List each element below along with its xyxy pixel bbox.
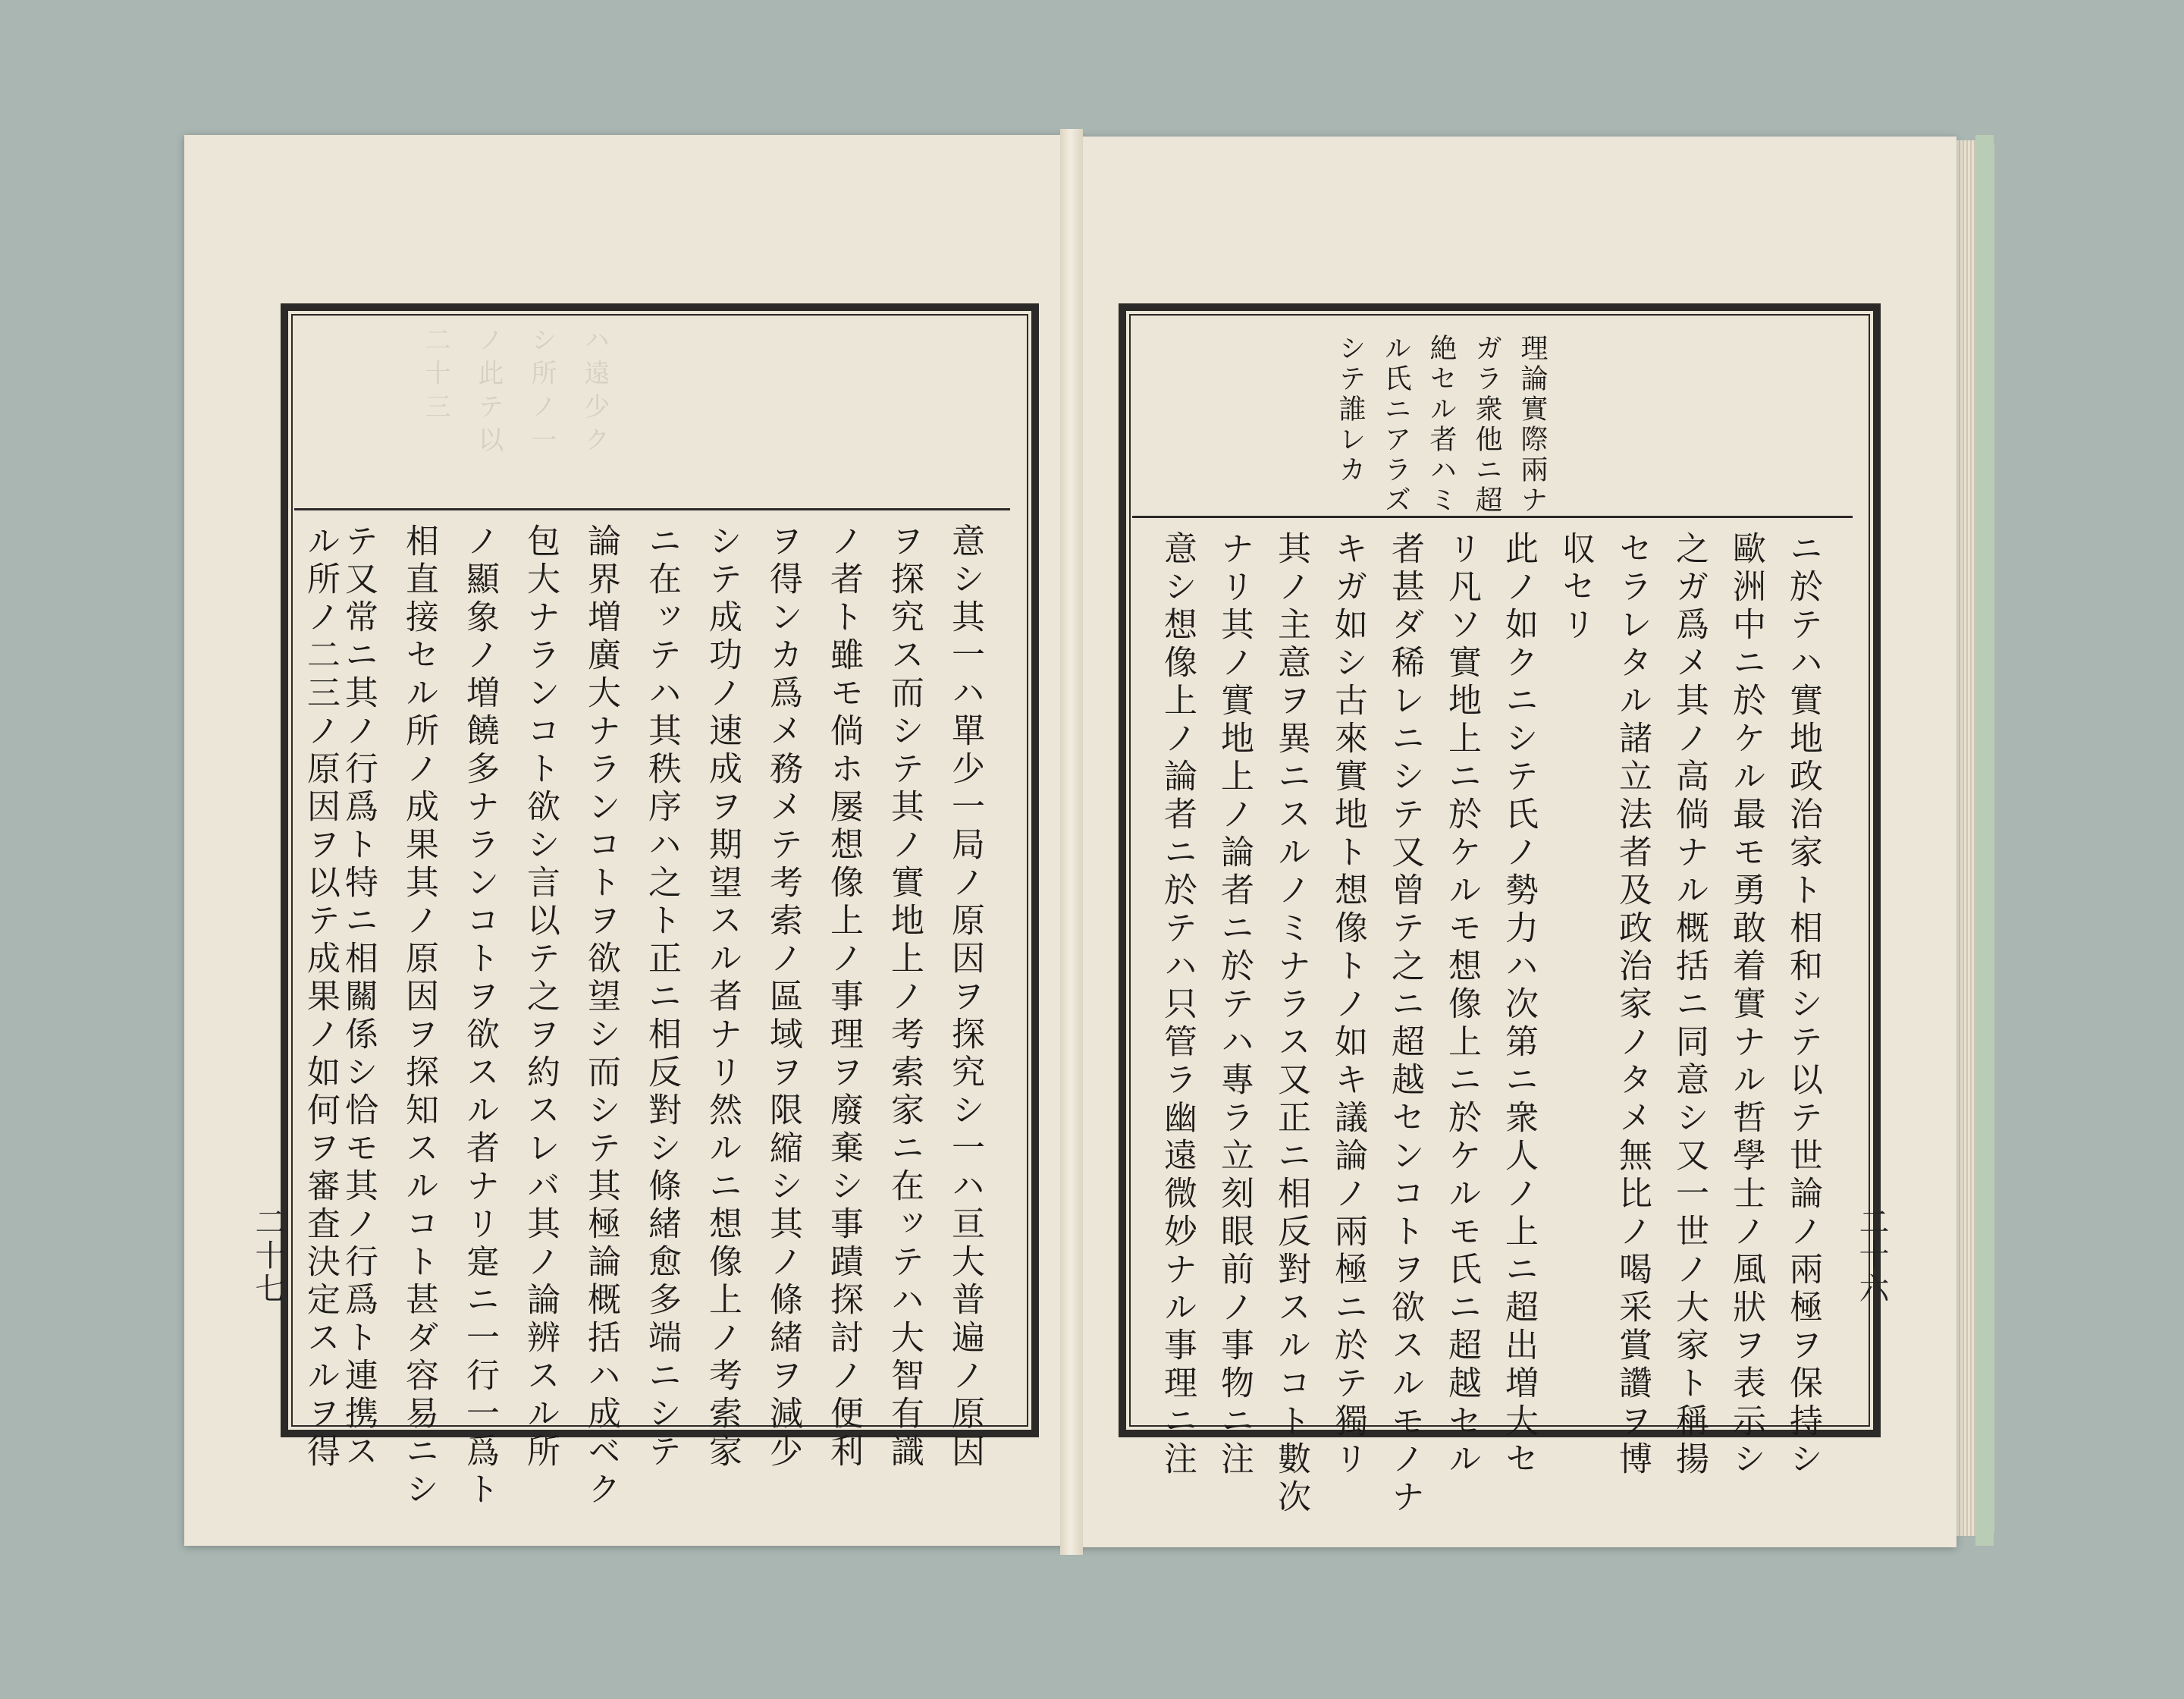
book-gutter xyxy=(1060,129,1083,1555)
left-text-column: 包大ナランコト欲シ言以テ之ヲ約スレバ其ノ論辨スル所 xyxy=(521,523,560,1471)
left-text-column: ニ在ッテハ其秩序ハ之ト正ニ相反對シ條緒愈多端ニシテ xyxy=(642,523,681,1471)
bleed-through-text: ハ遠少ク xyxy=(579,326,610,460)
left-headnote-divider xyxy=(294,508,1010,510)
left-text-column: 論界増廣大ナランコトヲ欲望シ而シテ其極論概括ハ成ベク xyxy=(582,523,620,1509)
right-page-number: 二十六 xyxy=(1854,1206,1889,1306)
bleed-through-text: ノ此テ以 xyxy=(473,326,504,460)
left-text-column: シテ成功ノ速成ヲ期望スル者ナリ然ルニ想像上ノ考索家 xyxy=(703,523,742,1471)
headnote-column: 絶セル者ハミ xyxy=(1426,334,1457,516)
right-text-column: リ凡ソ實地上ニ於ケルモ想像上ニ於ケルモ氏ニ超越セル xyxy=(1442,531,1481,1479)
right-text-column: 之ガ爲メ其ノ高倘ナル概括ニ同意シ又一世ノ大家ト稱揚 xyxy=(1670,531,1709,1479)
right-text-column: 歐洲中ニ於ケル最モ勇敢着實ナル哲學士ノ風狀ヲ表示シ xyxy=(1727,531,1765,1479)
right-text-column: キガ如シ古來實地ト想像トノ如キ議論ノ兩極ニ於テ獨リ xyxy=(1329,531,1367,1479)
right-text-column: 者甚ダ稀レニシテ又曾テ之ニ超越センコトヲ欲スルモノナ xyxy=(1385,531,1424,1517)
left-text-column: ヲ得ンカ爲メ務メテ考索ノ區域ヲ限縮シ其ノ條緒ヲ減少 xyxy=(764,523,802,1471)
left-text-column: テ又常ニ其ノ行爲ト特ニ相關係シ恰モ其ノ行爲ト連携ス xyxy=(339,523,378,1471)
right-text-column: セラレタル諸立法者及政治家ノタメ無比ノ喝采賞讚ヲ博 xyxy=(1613,531,1652,1479)
right-text-column: 収セリ xyxy=(1556,531,1595,645)
right-text-column: 此ノ如クニシテ氏ノ勢力ハ次第ニ衆人ノ上ニ超出増大セ xyxy=(1499,531,1538,1479)
left-text-column: ノ者ト雖モ倘ホ屡想像上ノ事理ヲ廢棄シ事蹟探討ノ便利 xyxy=(824,523,863,1471)
right-text-column: ニ於テハ實地政治家ト相和シテ以テ世論ノ兩極ヲ保持シ xyxy=(1784,531,1822,1479)
left-text-column: ル所ノ二三ノ原因ヲ以テ成果ノ如何ヲ審査決定スルヲ得 xyxy=(301,523,340,1471)
left-page-number: 二十七 xyxy=(250,1206,285,1306)
right-text-column: 其ノ主意ヲ異ニスルノミナラス又正ニ相反對スルコト數次 xyxy=(1272,531,1310,1517)
headnote-column: ガラ衆他ニ超 xyxy=(1471,334,1502,516)
book-cover-edge xyxy=(1975,135,1994,1546)
left-text-column: ヲ探究ス而シテ其ノ實地上ノ考索家ニ在ッテハ大智有識 xyxy=(885,523,924,1471)
left-text-column: 相直接セル所ノ成果其ノ原因ヲ探知スルコト甚ダ容易ニシ xyxy=(400,523,438,1509)
right-text-column: 意シ想像上ノ論者ニ於テハ只管ラ幽遠微妙ナル事理ニ注 xyxy=(1158,531,1197,1479)
right-text-column: ナリ其ノ實地上ノ論者ニ於テハ專ラ立刻眼前ノ事物ニ注 xyxy=(1215,531,1254,1479)
headnote-column: ル氏ニアラズ xyxy=(1380,334,1411,516)
left-text-column: ノ顯象ノ増饒多ナランコトヲ欲スル者ナリ寔ニ一行一爲ト xyxy=(460,523,499,1509)
left-text-column: 意シ其一ハ單少一局ノ原因ヲ探究シ一ハ亘大普遍ノ原因 xyxy=(946,523,984,1471)
right-headnote-divider xyxy=(1132,516,1853,518)
headnote-column: シテ誰レカ xyxy=(1335,334,1366,485)
bleed-through-text: シ所ノ一 xyxy=(526,326,557,460)
headnote-column: 理論實際兩ナ xyxy=(1517,334,1548,516)
bleed-through-text: 二十三 xyxy=(420,326,450,426)
